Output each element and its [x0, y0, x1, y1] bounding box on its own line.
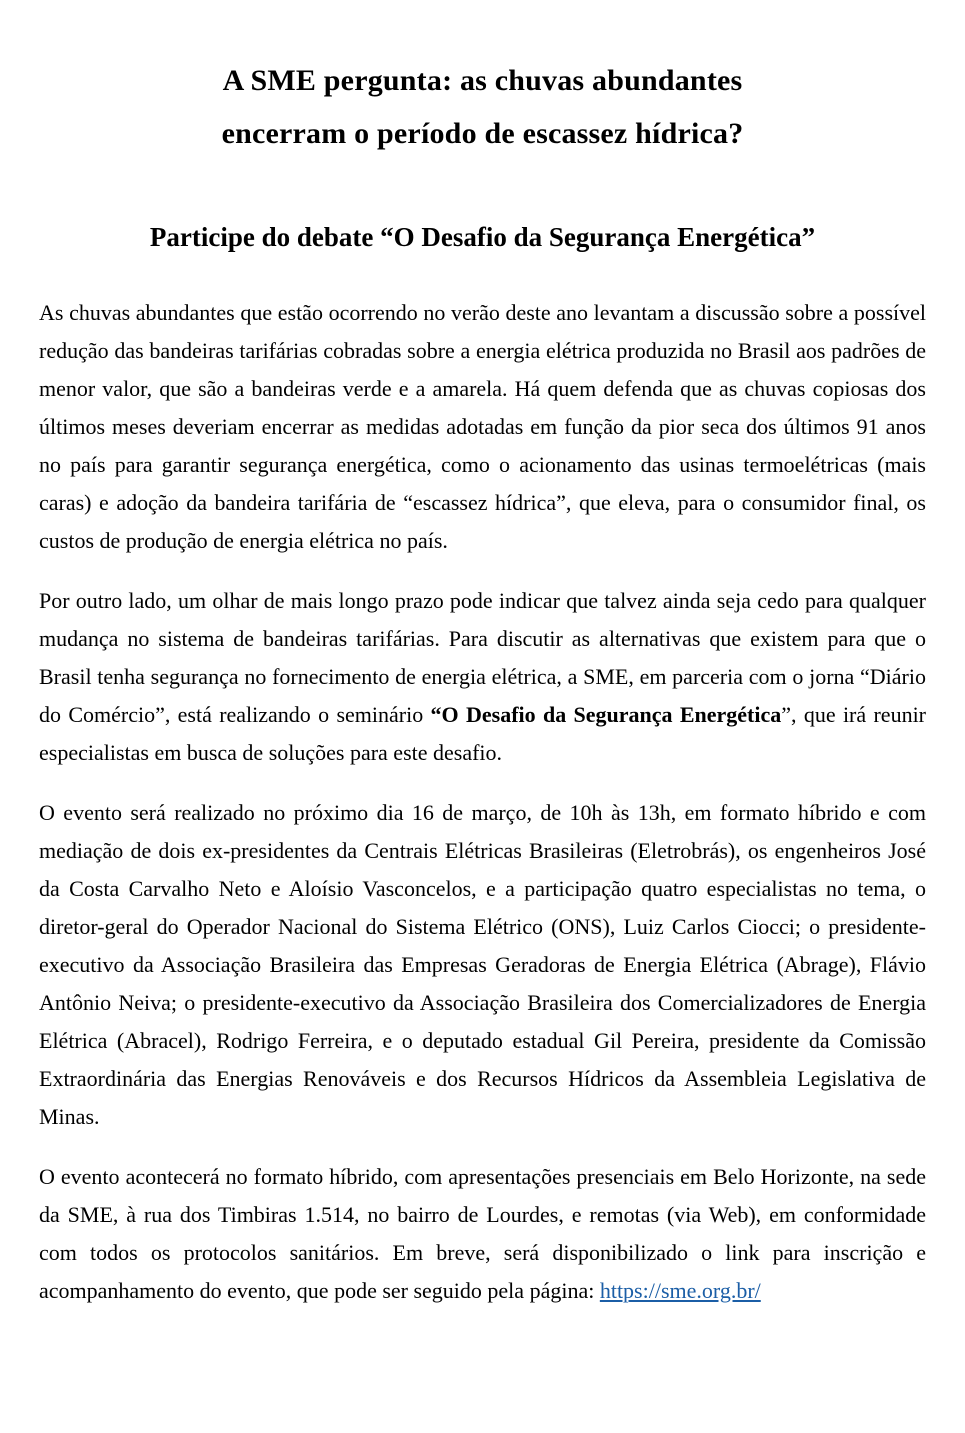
paragraph-intro: [39, 294, 926, 560]
text-run: Por outro lado, um olhar de mais longo prazo pode indicar que talvez ainda seja cedo para qualquer mudança no sistema de bandeiras tarifárias. Para discutir as alternativas que existem para que o Brasil tenha segurança no fornecimento de energia elétrica, a SME, em parceria com o jorna “Diário do Comércio”, está realizando o seminário: [39, 588, 926, 727]
text-run: O evento será realizado no próximo dia 16 de março, de 10h às 13h, em formato híbrido e com mediação de dois ex-presidentes da Centrais Elétricas Brasileiras (Eletrobrás), os engenheiros José da Costa Carvalho Neto e Aloísio Vasconcelos, e a participação quatro especialistas no tema, o diretor-geral do Operador Nacional do Sistema Elétrico (ONS), Luiz Carlos Ciocci; o presidente-executivo da Associação Brasileira das Empresas Geradoras de Energia Elétrica (Abrage), Flávio Antônio Neiva; o presidente-executivo da Associação Brasileira dos Comercializadores de Energia Elétrica (Abracel), Rodrigo Ferreira, e o deputado estadual Gil Pereira, presidente da Comissão Extraordinária das Energias Renováveis e dos Recursos Hídricos da Assembleia Legislativa de Minas.: [39, 800, 926, 1129]
paragraph-evento-participantes: [39, 794, 926, 1136]
text-run: As chuvas abundantes que estão ocorrendo no verão deste ano levantam a discussão sobre a possível redução das bandeiras tarifárias cobradas sobre a energia elétrica produzida no Brasil aos padrões de menor valor, que são a bandeiras verde e a amarela. Há quem defenda que as chuvas copiosas dos últimos meses deveriam encerrar as medidas adotadas em função da pior seca dos últimos 91 anos no país para garantir segurança energética, como o acionamento das usinas termoelétricas (mais caras) e adoção da bandeira tarifária de “escassez hídrica”, que eleva, para o consumidor final, os custos de produção de energia elétrica no país.: [39, 300, 926, 553]
bold-text-run: “O Desafio da Segurança Energética: [430, 702, 782, 727]
document-title: [0, 0, 965, 160]
document-body: [0, 294, 965, 1310]
text-run: ”, que irá reunir especialistas em busca de soluções para este desafio.: [39, 702, 927, 765]
document-subtitle: Participe do debate “O Desafio da Segurança Energética”: [149, 222, 816, 252]
document-title-line-1: A SME pergunta: as chuvas abundantes: [222, 64, 743, 97]
text-run: O evento acontecerá no formato híbrido, com apresentações presenciais em Belo Horizonte, na sede da SME, à rua dos Timbiras 1.514, no bairro de Lourdes, e remotas (via Web), em conformidade com todos os protocolos sanitários. Em breve, será disponibilizado o link para inscrição e acompanhamento do evento, que pode ser seguido pela página:: [39, 1164, 926, 1303]
paragraph-seminario: [39, 582, 926, 772]
sme-website-link[interactable]: https://sme.org.br/: [599, 1278, 761, 1303]
paragraph-local-inscricao: [39, 1158, 926, 1310]
document-title-line-2: encerram o período de escassez hídrica?: [221, 117, 744, 150]
